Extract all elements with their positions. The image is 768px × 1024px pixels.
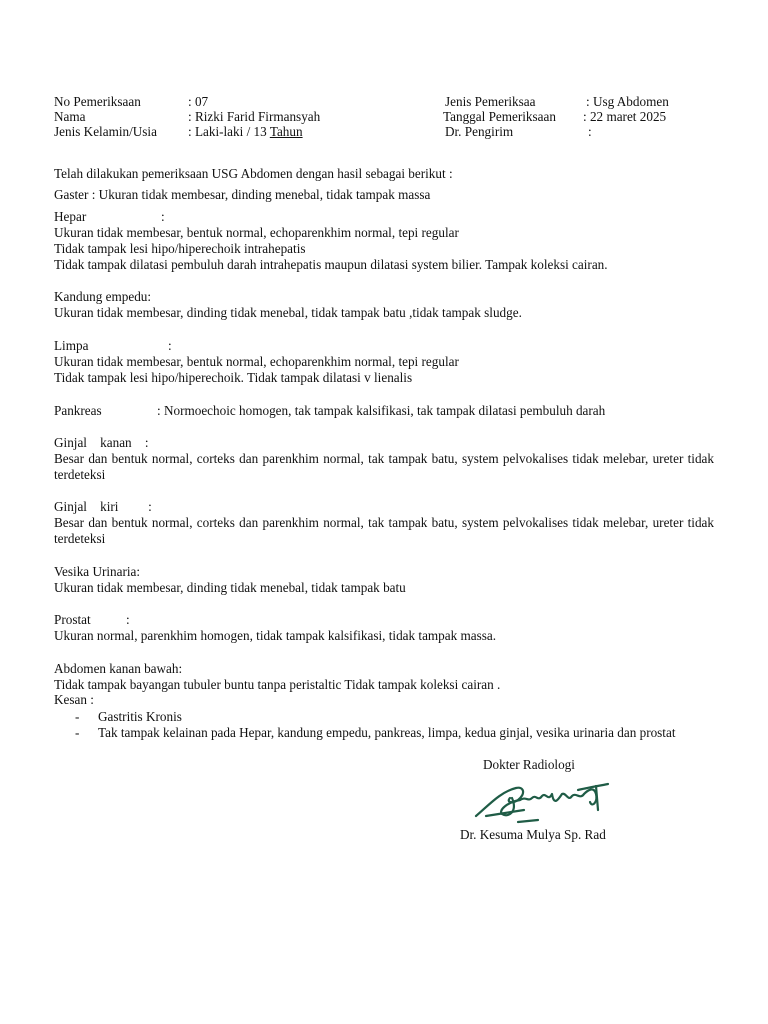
no-pemeriksaan-label: No Pemeriksaan <box>54 94 141 109</box>
prostat-colon: : <box>126 612 130 627</box>
jenis-kelamin-label: Jenis Kelamin/Usia <box>54 124 157 139</box>
limpa-line-1: Ukuran tidak membesar, bentuk normal, echoparenkhim normal, tepi regular <box>54 354 459 369</box>
abdomen-text: Tidak tampak bayangan tubuler buntu tanpa peristaltic Tidak tampak koleksi cairan . <box>54 677 501 692</box>
tanggal-value: : 22 maret 2025 <box>583 109 667 124</box>
hepar-line-1: Ukuran tidak membesar, bentuk normal, echoparenkhim normal, tepi regular <box>54 225 459 240</box>
signature-name: Dr. Kesuma Mulya Sp. Rad <box>460 827 606 842</box>
vesika-text: Ukuran tidak membesar, dinding tidak menebal, tidak tampak batu <box>54 580 406 595</box>
limpa-line-2: Tidak tampak lesi hipo/hiperechoik. Tidak tampak dilatasi v lienalis <box>54 370 413 385</box>
prostat-text: Ukuran normal, parenkhim homogen, tidak tampak kalsifikasi, tidak tampak massa. <box>54 628 497 643</box>
kandung-empedu-title: Kandung empedu: <box>54 289 152 304</box>
nama-value: : Rizki Farid Firmansyah <box>188 109 321 124</box>
gaster-text: Gaster : Ukuran tidak membesar, dinding menebal, tidak tampak massa <box>54 187 431 202</box>
kesan-item-1: Gastritis Kronis <box>98 709 182 724</box>
abdomen-title: Abdomen kanan bawah: <box>54 661 183 676</box>
kandung-empedu-text: Ukuran tidak membesar, dinding tidak menebal, tidak tampak batu ,tidak tampak sludge. <box>54 305 522 320</box>
hepar-colon: : <box>161 209 165 224</box>
prostat-title: Prostat <box>54 612 91 627</box>
jenis-kelamin-age: : Laki-laki / 13 <box>188 124 270 139</box>
jenis-kelamin-value <box>188 124 303 140</box>
hepar-line-2: Tidak tampak lesi hipo/hiperechoik intrahepatis <box>54 241 306 256</box>
kesan-item-2: Tak tampak kelainan pada Hepar, kandung empedu, pankreas, limpa, kedua ginjal, vesika urinaria dan prostat <box>98 725 676 740</box>
ginjal-kanan-title: Ginjal kanan : <box>54 435 149 450</box>
hepar-title: Hepar <box>54 209 87 224</box>
nama-label: Nama <box>54 109 86 124</box>
ginjal-kanan-text: Besar dan bentuk normal, corteks dan parenkhim normal, tak tampak batu, system pelvokalises tidak melebar, ureter tidak terdeteksi <box>54 451 714 482</box>
hepar-line-3: Tidak tampak dilatasi pembuluh darah intrahepatis maupun dilatasi system bilier. Tampak koleksi cairan. <box>54 257 608 272</box>
vesika-title: Vesika Urinaria: <box>54 564 141 579</box>
limpa-title: Limpa <box>54 338 89 353</box>
kesan-bullet-1: - <box>75 709 80 724</box>
tanggal-label: Tanggal Pemeriksaan <box>443 109 556 124</box>
pankreas-title: Pankreas <box>54 403 102 418</box>
signature-image <box>468 772 618 828</box>
signature-title: Dokter Radiologi <box>483 757 575 772</box>
pengirim-value: : <box>588 124 592 139</box>
pankreas-text: : Normoechoic homogen, tak tampak kalsifikasi, tak tampak dilatasi pembuluh darah <box>157 403 606 418</box>
kesan-bullet-2: - <box>75 725 80 740</box>
intro-text: Telah dilakukan pemeriksaan USG Abdomen dengan hasil sebagai berikut : <box>54 166 453 181</box>
limpa-colon: : <box>168 338 172 353</box>
no-pemeriksaan-value: : 07 <box>188 94 209 109</box>
jenis-pemeriksaan-value: : Usg Abdomen <box>586 94 669 109</box>
ginjal-kiri-text: Besar dan bentuk normal, corteks dan parenkhim normal, tak tampak batu, system pelvokalises tidak melebar, ureter tidak terdeteksi <box>54 515 714 546</box>
age-unit: Tahun <box>269 124 303 139</box>
kesan-title: Kesan : <box>54 692 94 707</box>
jenis-pemeriksaan-label: Jenis Pemeriksaa <box>445 94 536 109</box>
ginjal-kiri-title: Ginjal kiri : <box>54 499 152 514</box>
pengirim-label: Dr. Pengirim <box>445 124 514 139</box>
